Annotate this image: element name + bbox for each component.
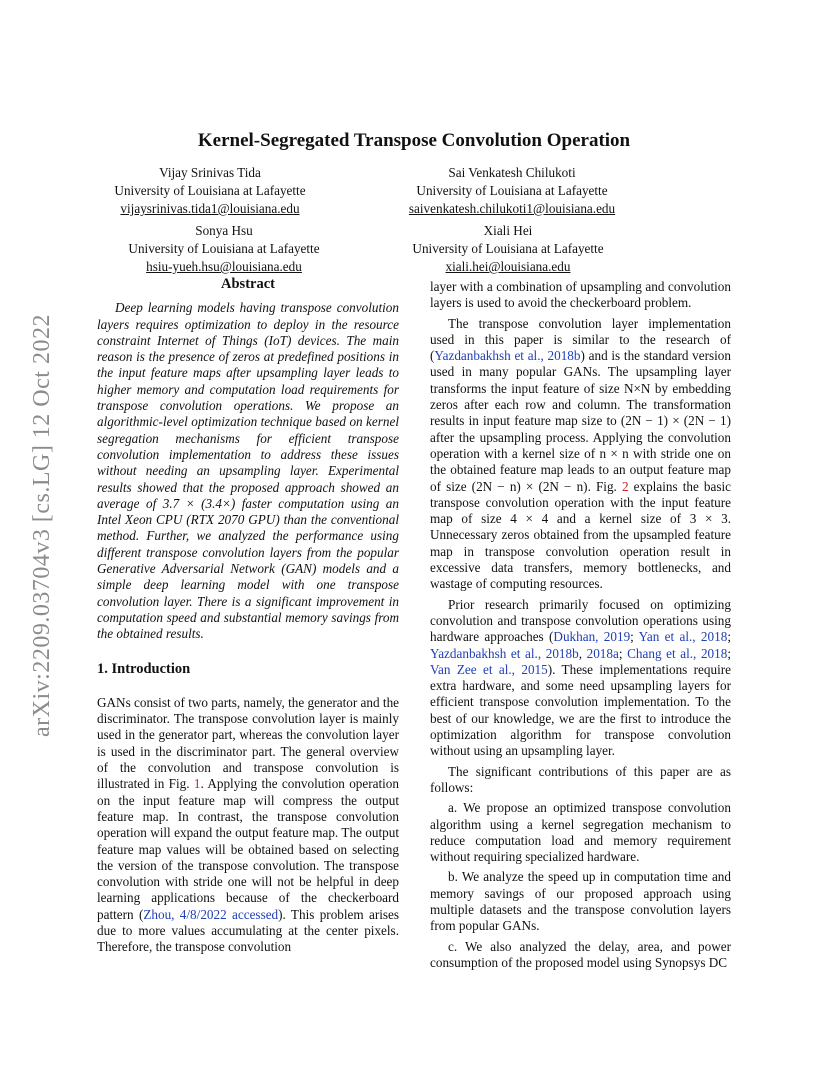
author-email[interactable]: vijaysrinivas.tida1@louisiana.edu bbox=[120, 201, 300, 216]
abstract-heading: Abstract bbox=[221, 276, 275, 292]
author-block bbox=[378, 222, 638, 276]
paper-title: Kernel-Segregated Transpose Convolution Operation bbox=[197, 130, 631, 151]
author-block bbox=[80, 164, 340, 218]
author-name: Sonya Hsu bbox=[195, 223, 253, 238]
section-heading-introduction: 1. Introduction bbox=[97, 660, 191, 677]
author-block bbox=[94, 222, 354, 276]
intro-paragraph: GANs consist of two parts, namely, the generator and the discriminator. The transpose convolution layer is mainly used in the generator part, whereas the convolution layer is used in the discriminator part. The general overview of the convolution and transpose convolution is illustrated in Fig. 1. Applying the convolution operation on the input feature map will compress the output feature map. In contrast, the transpose convolution operation will expand the output feature map. The output feature map values will be obtained based on selecting the version of the transpose convolution. The transpose convolution with stride one will not be helpful in deep learning applications because of the checkerboard pattern (Zhou, 4/8/2022 accessed). This problem arises due to more values accumulating at the center pixels. Therefore, the transpose convolution bbox=[97, 694, 400, 955]
author-email[interactable]: saivenkatesh.chilukoti1@louisiana.edu bbox=[408, 201, 616, 216]
citation-link[interactable]: 2018a bbox=[586, 645, 619, 661]
author-affiliation: University of Louisiana at Lafayette bbox=[114, 183, 306, 198]
paragraph: The transpose convolution layer implementation used in this paper is similar to the research of (Yazdanbakhsh et al., 2018b) and is the standard version used in many popular GANs. The upsampling layer transforms the input feature of size N×N by embedding zeros after each row and column. The transformation results in input feature map size to (2N − 1) × (2N − 1) after the upsampling process. Applying the convolution operation with a kernel size of n × n with stride one on the obtained feature map leads to an output feature map of size (2N − n) × (2N − n). Fig. 2 explains the basic transpose convolution operation with the input feature map of size 4 × 4 and a kernel size of 3 × 3. Unnecessary zeros obtained from the upsampled feature map in transpose convolution operation result in excessive data transfers, memory bottlenecks, and wastage of computing resources. bbox=[430, 315, 731, 592]
abstract-body: Deep learning models having transpose convolution layers requires optimization to deploy in the resource constraint Internet of Things (IoT) devices. The main reason is the presence of zeros at predefined positions in the input feature maps after upsampling layer leads to higher memory and computation load requirements for transpose convolution operations. We propose an algorithmic-level optimization technique based on kernel segregation mechanisms for efficient transpose convolution implementation to address these issues without needing an upsampling layer. Experimental results showed that the proposed approach showed an average of 3.7 × (3.4×) faster computation using an Intel Xeon CPU (RTX 2070 GPU) than the conventional method. Further, we analyzed the performance using different transpose convolution layers from the popular Generative Adversarial Network (GAN) models and a simple deep learning model with one transpose convolution layer. There is a significant improvement in computation speed and substantial memory savings from the obtained results. bbox=[97, 300, 399, 642]
author-name: Xiali Hei bbox=[483, 223, 533, 238]
contribution-item: b. We analyze the speed up in computation time and memory savings of our proposed approach using multiple datasets and the transpose convolution layers from popular GANs. bbox=[430, 869, 731, 934]
citation-link[interactable]: Van Zee et al., 2015 bbox=[430, 661, 548, 677]
figure-ref-link[interactable]: 2 bbox=[621, 478, 629, 494]
author-email[interactable]: hsiu-yueh.hsu@louisiana.edu bbox=[146, 259, 302, 274]
citation-link[interactable]: Yan et al., 2018 bbox=[638, 629, 728, 645]
arxiv-identifier bbox=[22, 290, 62, 760]
citation-link[interactable]: Yazdanbakhsh et al., 2018b bbox=[434, 348, 581, 364]
figure-ref-link[interactable]: 1 bbox=[193, 776, 201, 792]
citation-link[interactable]: Yazdanbakhsh et al., 2018b bbox=[430, 645, 579, 661]
citation-link[interactable]: Chang et al., 2018 bbox=[627, 645, 728, 661]
author-affiliation: University of Louisiana at Lafayette bbox=[416, 183, 608, 198]
paragraph: layer with a combination of upsampling and convolution layers is used to avoid the checkerboard problem. bbox=[430, 279, 731, 311]
author-name: Vijay Srinivas Tida bbox=[159, 165, 261, 180]
author-email[interactable]: xiali.hei@louisiana.edu bbox=[445, 259, 571, 274]
author-block bbox=[372, 164, 652, 218]
contribution-item: c. We also analyzed the delay, area, and power consumption of the proposed model using Synopsys DC bbox=[430, 938, 731, 970]
contribution-item: a. We propose an optimized transpose convolution algorithm using a kernel segregation mechanism to reduce computation load and memory requirement without requiring specialized hardware. bbox=[430, 800, 731, 865]
left-column bbox=[97, 276, 399, 956]
author-affiliation: University of Louisiana at Lafayette bbox=[412, 241, 604, 256]
right-column bbox=[430, 279, 731, 971]
citation-link[interactable]: Zhou, 4/8/2022 accessed bbox=[143, 906, 279, 922]
citation-link[interactable]: Dukhan, 2019 bbox=[553, 629, 631, 645]
paragraph: The significant contributions of this paper are as follows: bbox=[430, 763, 731, 795]
author-affiliation: University of Louisiana at Lafayette bbox=[128, 241, 320, 256]
arxiv-id-text: arXiv:2209.03704v3 [cs.LG] 12 Oct 2022 bbox=[28, 313, 55, 737]
paragraph: Prior research primarily focused on optimizing convolution and transpose convolution operations using hardware approaches (Dukhan, 2019; Yan et al., 2018; Yazdanbakhsh et al., 2018b, 2018a; Chang et al., 2018; Van Zee et al., 2015). These implementations require extra hardware, and some need upsampling layers for efficient transpose convolution implementation. To the best of our knowledge, we are the first to introduce the optimization algorithm for transpose convolution without using an upsampling layer. bbox=[430, 596, 732, 759]
author-name: Sai Venkatesh Chilukoti bbox=[448, 165, 576, 180]
